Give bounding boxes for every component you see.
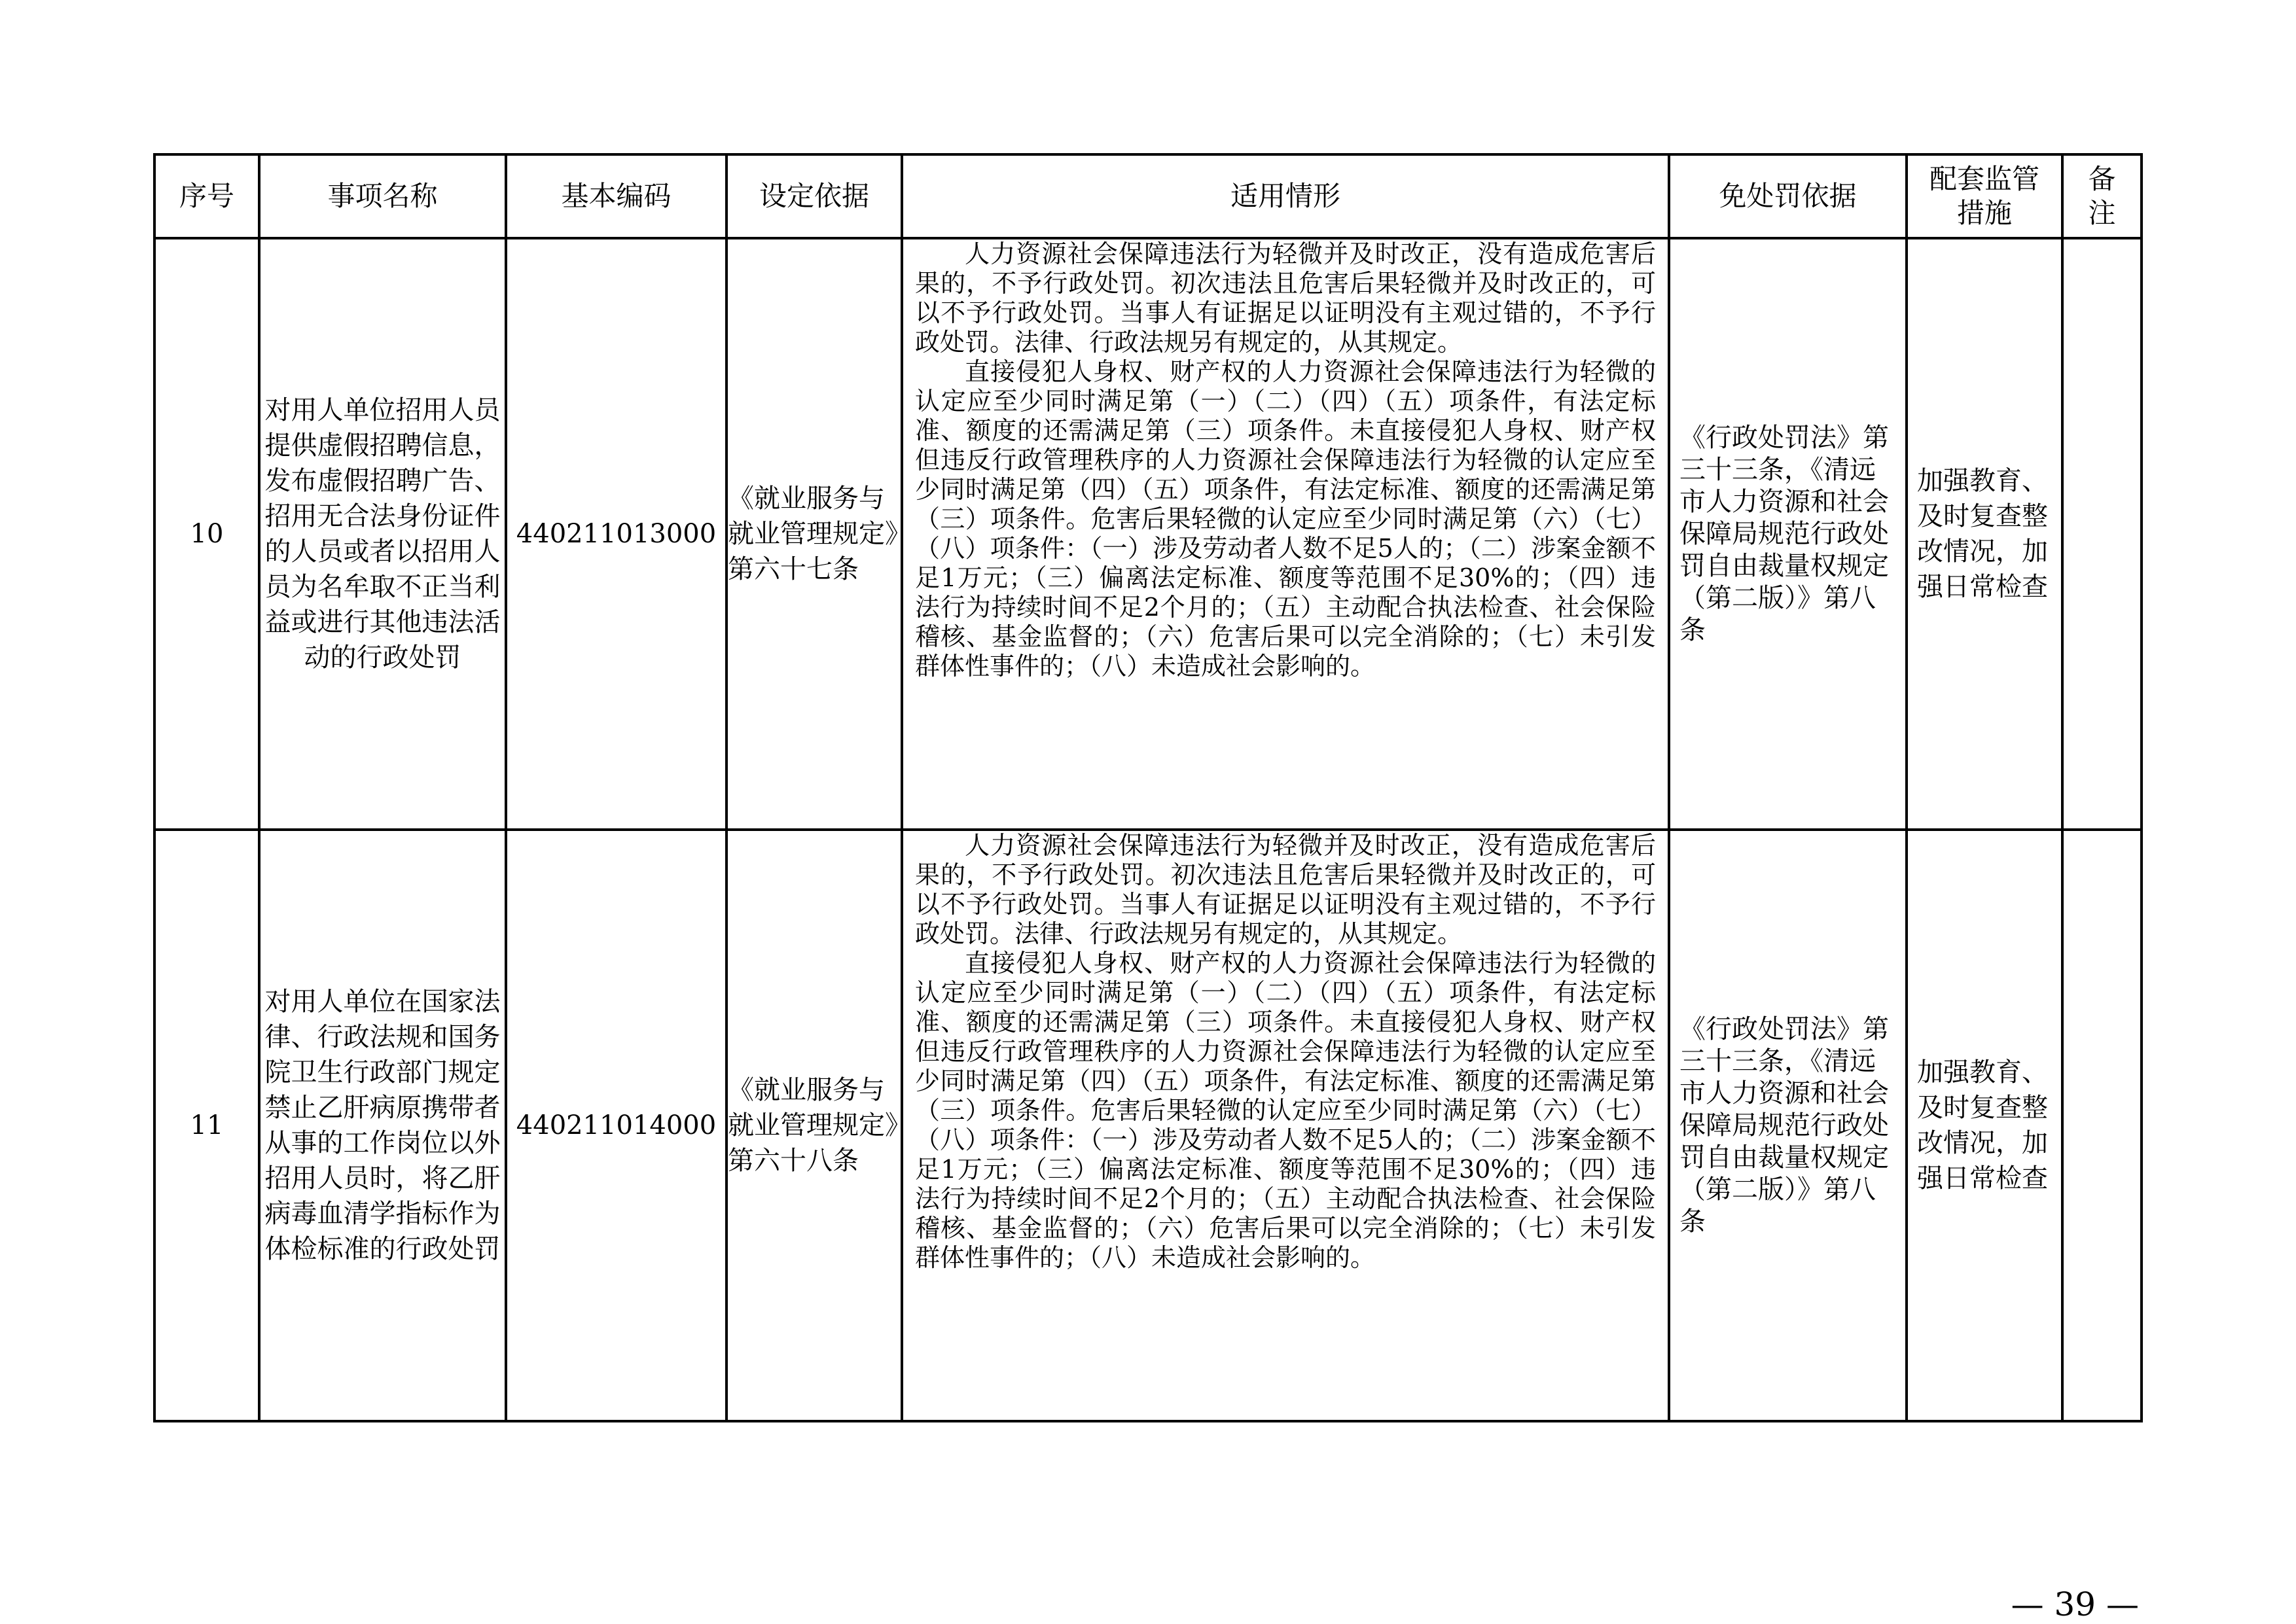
cell-remark bbox=[2062, 238, 2142, 830]
cell-basis: 《就业服务与就业管理规定》第六十八条 bbox=[726, 830, 902, 1421]
header-exempt: 免处罚依据 bbox=[1669, 154, 1907, 238]
cell-code: 440211014000 bbox=[506, 830, 726, 1421]
header-code: 基本编码 bbox=[506, 154, 726, 238]
table-header-row bbox=[154, 154, 2142, 238]
situation-paragraph-2: 直接侵犯人身权、财产权的人力资源社会保障违法行为轻微的认定应至少同时满足第（一）（二）（四）（五）项条件，有法定标准、额度的还需满足第（三）项条件。未直接侵犯人身权、财产权但违反行政管理秩序的人力资源社会保障违法行为轻微的认定应至少同时满足第（四）（五）项条件，有法定标准、额度的还需满足第（三）项条件。危害后果轻微的认定应至少同时满足第（六）（七）（八）项条件：（一）涉及劳动者人数不足5人的；（二）涉案金额不足1万元；（三）偏离法定标准、额度等范围不足30%的；（四）违法行为持续时间不足2个月的；（五）主动配合执法检查、社会保险稽核、基金监督的；（六）危害后果可以完全消除的；（七）未引发群体性事件的；（八）未造成社会影响的。 bbox=[915, 949, 1656, 1272]
cell-name: 对用人单位招用人员提供虚假招聘信息，发布虚假招聘广告、招用无合法身份证件的人员或者以招用人员为名牟取不正当利益或进行其他违法活动的行政处罚 bbox=[259, 238, 506, 830]
header-name: 事项名称 bbox=[259, 154, 506, 238]
cell-situation bbox=[902, 238, 1669, 830]
cell-seq: 10 bbox=[154, 238, 259, 830]
penalty-exemption-table bbox=[153, 153, 2143, 1422]
cell-exempt: 《行政处罚法》第三十三条，《清远市人力资源和社会保障局规范行政处罚自由裁量权规定（第二版）》第八条 bbox=[1669, 830, 1907, 1421]
cell-basis: 《就业服务与就业管理规定》第六十七条 bbox=[726, 238, 902, 830]
table-row bbox=[154, 238, 2142, 830]
page-number: — 39 — bbox=[2011, 1585, 2139, 1623]
situation-paragraph-1: 人力资源社会保障违法行为轻微并及时改正，没有造成危害后果的，不予行政处罚。初次违法且危害后果轻微并及时改正的，可以不予行政处罚。当事人有证据足以证明没有主观过错的，不予行政处罚。法律、行政法规另有规定的，从其规定。 bbox=[915, 831, 1656, 948]
cell-remark bbox=[2062, 830, 2142, 1421]
cell-seq: 11 bbox=[154, 830, 259, 1421]
header-measure: 配套监管措施 bbox=[1907, 154, 2062, 238]
header-situation: 适用情形 bbox=[902, 154, 1669, 238]
header-seq: 序号 bbox=[154, 154, 259, 238]
situation-paragraph-2: 直接侵犯人身权、财产权的人力资源社会保障违法行为轻微的认定应至少同时满足第（一）（二）（四）（五）项条件，有法定标准、额度的还需满足第（三）项条件。未直接侵犯人身权、财产权但违反行政管理秩序的人力资源社会保障违法行为轻微的认定应至少同时满足第（四）（五）项条件，有法定标准、额度的还需满足第（三）项条件。危害后果轻微的认定应至少同时满足第（六）（七）（八）项条件：（一）涉及劳动者人数不足5人的；（二）涉案金额不足1万元；（三）偏离法定标准、额度等范围不足30%的；（四）违法行为持续时间不足2个月的；（五）主动配合执法检查、社会保险稽核、基金监督的；（六）危害后果可以完全消除的；（七）未引发群体性事件的；（八）未造成社会影响的。 bbox=[915, 357, 1656, 680]
header-basis: 设定依据 bbox=[726, 154, 902, 238]
cell-name: 对用人单位在国家法律、行政法规和国务院卫生行政部门规定禁止乙肝病原携带者从事的工作岗位以外招用人员时，将乙肝病毒血清学指标作为体检标准的行政处罚 bbox=[259, 830, 506, 1421]
cell-code: 440211013000 bbox=[506, 238, 726, 830]
cell-measure: 加强教育、及时复查整改情况，加强日常检查 bbox=[1907, 830, 2062, 1421]
situation-paragraph-1: 人力资源社会保障违法行为轻微并及时改正，没有造成危害后果的，不予行政处罚。初次违法且危害后果轻微并及时改正的，可以不予行政处罚。当事人有证据足以证明没有主观过错的，不予行政处罚。法律、行政法规另有规定的，从其规定。 bbox=[915, 239, 1656, 357]
cell-measure: 加强教育、及时复查整改情况，加强日常检查 bbox=[1907, 238, 2062, 830]
table-row bbox=[154, 830, 2142, 1421]
header-remark: 备注 bbox=[2062, 154, 2142, 238]
cell-situation bbox=[902, 830, 1669, 1421]
cell-exempt: 《行政处罚法》第三十三条，《清远市人力资源和社会保障局规范行政处罚自由裁量权规定（第二版）》第八条 bbox=[1669, 238, 1907, 830]
